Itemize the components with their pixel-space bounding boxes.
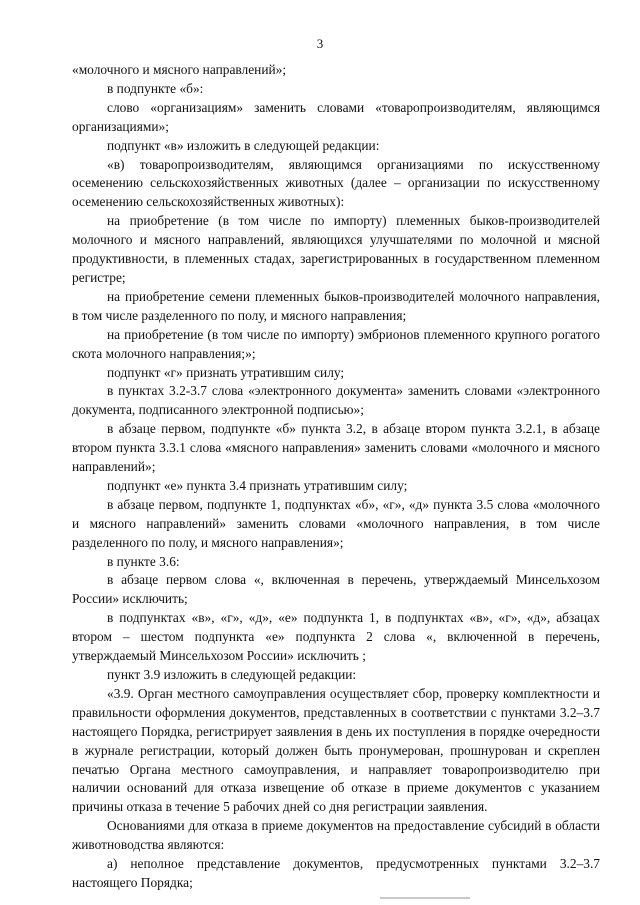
paragraph: «в) товаропроизводителям, являющимся организациями по искусственному осеменению сельскохозяйственных животных (далее – организации по искусственному осеменению сельскохозяйственных животных): bbox=[72, 156, 600, 210]
paragraph: подпункт «е» пункта 3.4 признать утратившим силу; bbox=[107, 477, 408, 493]
paragraph: подпункт «г» признать утратившим силу; bbox=[107, 364, 345, 380]
paragraph: в подпункте «б»: bbox=[107, 80, 204, 96]
paragraph: а) неполное представление документов, предусмотренных пунктами 3.2–3.7 настоящего Порядка; bbox=[72, 856, 600, 890]
paragraph: в подпунктах «в», «г», «д», «е» подпункта 1, в подпунктах «в», «г», «д», абзацах втором – шестом подпункта «е» подпункта 2 слова «, включенной в перечень, утверждаемый Минсельхозом России» исключить ; bbox=[72, 610, 600, 664]
paragraph: подпункт «в» изложить в следующей редакции: bbox=[107, 137, 380, 153]
paragraph: «молочного и мясного направлений»; bbox=[72, 62, 287, 77]
page-number: 3 bbox=[316, 36, 324, 51]
paragraph: «3.9. Орган местного самоуправления осуществляет сбор, проверку комплектности и правильности оформления документов, представленных в соответствии с пунктами 3.2–3.7 настоящего Порядка, регистрирует заявления в день их поступления в порядке очередности в журнале регистрации, который должен быть пронумерован, прошнурован и скреплен печатью Органа местного самоуправления, и направляет товаропроизводителю при наличии оснований для отказа извещение об отказе в приеме документов с указанием причины отказа в течение 5 рабочих дней со дня регистрации заявления. bbox=[72, 685, 600, 815]
paragraph: Основаниями для отказа в приеме документов на предоставление субсидий в области животноводства являются: bbox=[72, 818, 600, 853]
paragraph: на приобретение (в том числе по импорту) эмбрионов племенного крупного рогатого скота молочного направления;»; bbox=[72, 326, 600, 361]
paragraph: на приобретение (в том числе по импорту) племенных быков-производителей молочного и мясного направлений, являющихся улучшателями по молочной и мясной продуктивности, в племенных стадах, зарегистрированных в государственном племенном регистре; bbox=[72, 213, 600, 285]
paragraph: слово «организациям» заменить словами «товаропроизводителям, являющимся организациями»; bbox=[72, 99, 600, 134]
document-body bbox=[72, 61, 600, 893]
paragraph: в абзаце первом, подпункте 1, подпунктах «б», «г», «д» пункта 3.5 слова «молочного и мясного направлений» заменить словами «молочного направления, в том числе разделенного по полу, и мясного направления»; bbox=[72, 496, 600, 550]
scan-artifact bbox=[380, 897, 470, 899]
paragraph: в пункте 3.6: bbox=[107, 553, 180, 569]
paragraph: пункт 3.9 изложить в следующей редакции: bbox=[107, 667, 357, 682]
paragraph: в пунктах 3.2-3.7 слова «электронного документа» заменить словами «электронного документа, подписанного электронной подписью»; bbox=[72, 383, 600, 418]
paragraph: на приобретение семени племенных быков-производителей молочного направления, в том числе разделенного по полу, и мясного направления; bbox=[72, 288, 600, 323]
paragraph: в абзаце первом слова «, включенная в перечень, утверждаемый Минсельхозом России» исключить; bbox=[72, 572, 600, 607]
paragraph: в абзаце первом, подпункте «б» пункта 3.2, в абзаце втором пункта 3.2.1, в абзаце втором пункта 3.3.1 слова «мясного направления» заменить словами «молочного и мясного направлений»; bbox=[72, 421, 600, 475]
